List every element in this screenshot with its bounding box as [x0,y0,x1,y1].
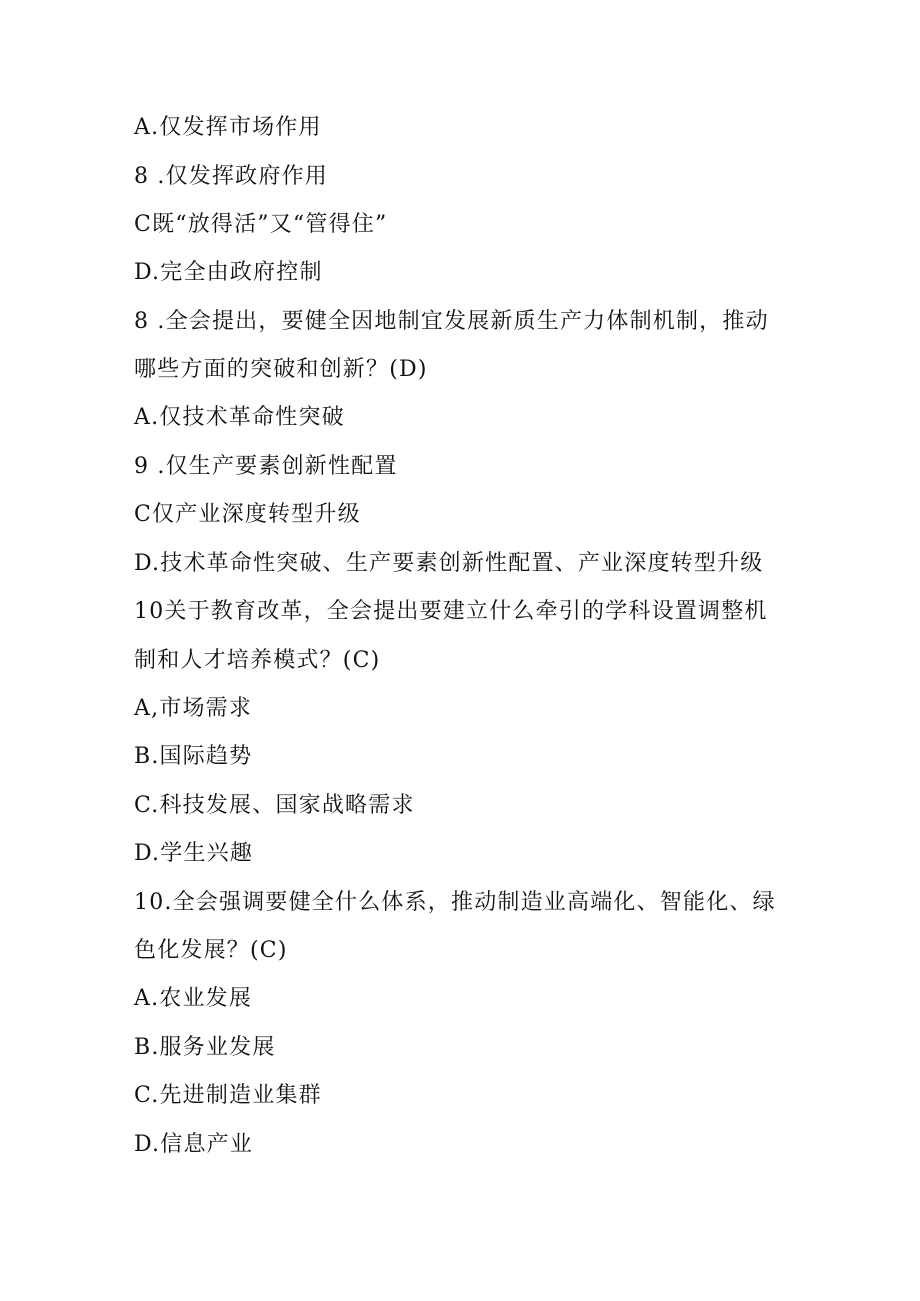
question-8-line-1: 8 .全会提出，要健全因地制宜发展新质生产力体制机制，推动 [134,309,769,334]
question-8-option-c: C仅产业深度转型升级 [134,502,361,527]
question-10b-option-b: B.服务业发展 [134,1035,276,1060]
question-10b-option-d: D.信息产业 [134,1132,254,1157]
option-b-government-only: 8 .仅发挥政府作用 [134,164,328,189]
question-8-option-d: D.技术革命性突破、生产要素创新性配置、产业深度转型升级 [134,551,764,576]
question-10b-line-2: 色化发展？(C) [134,938,288,963]
question-10-line-1: 10关于教育改革，全会提出要建立什么牵引的学科设置调整机 [134,599,768,624]
question-8-option-b: 9 .仅生产要素创新性配置 [134,454,398,479]
question-8-line-2: 哪些方面的突破和创新？(D) [134,357,428,382]
question-10-option-c: C.科技发展、国家战略需求 [134,793,415,818]
question-8-option-a: A.仅技术革命性突破 [134,405,345,430]
option-d-government-control: D.完全由政府控制 [134,260,323,285]
question-10-option-b: B.国际趋势 [134,744,253,769]
option-a-market-only: A.仅发挥市场作用 [134,115,322,140]
option-c-balanced: C既“放得活”又“管得住” [134,212,388,237]
question-10-line-2: 制和人才培养模式？(C) [134,648,381,673]
question-10b-option-c: C.先进制造业集群 [134,1083,322,1108]
question-10b-line-1: 10.全会强调要健全什么体系，推动制造业高端化、智能化、绿 [134,890,776,915]
question-10-option-a: A,市场需求 [134,696,253,721]
question-10b-option-a: A.农业发展 [134,986,253,1011]
question-10-option-d: D.学生兴趣 [134,841,254,866]
